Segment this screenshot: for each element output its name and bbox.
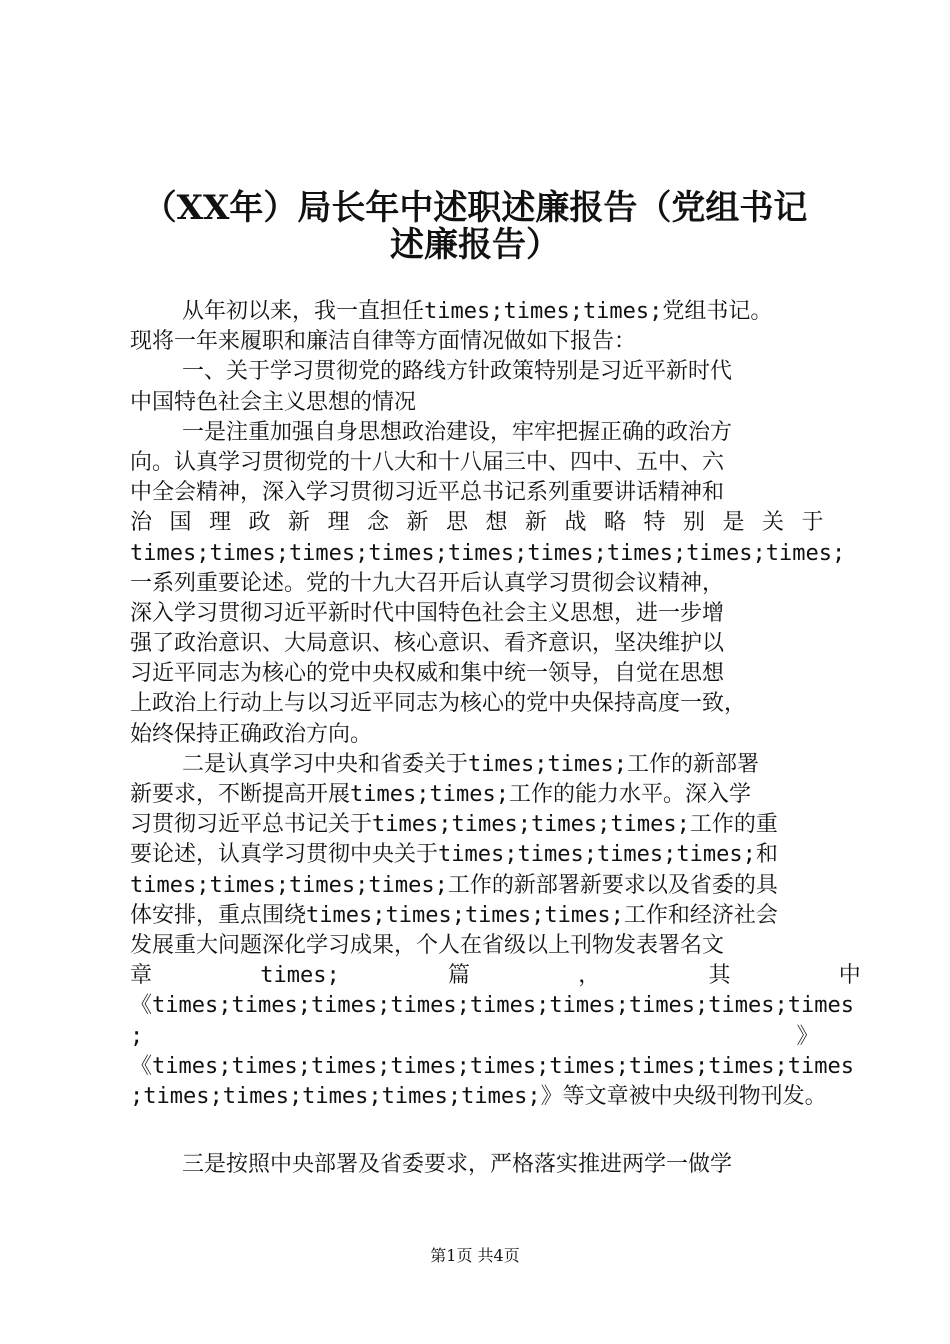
paragraph-line: 习贯彻习近平总书记关于times;times;times;times;工作的重	[130, 812, 778, 838]
paragraph-line: 发展重大问题深化学习成果，个人在省级以上刊物发表署名文	[130, 932, 725, 958]
paragraph-line: 深入学习贯彻习近平新时代中国特色社会主义思想，进一步增	[130, 600, 725, 626]
paragraph-line: 二是认真学习中央和省委关于times;times;工作的新部署	[182, 751, 759, 777]
paragraph-line: 章 times; 篇 ， 其 中	[130, 963, 861, 989]
paragraph-line: 三是按照中央部署及省委要求，严格落实推进两学一做学	[182, 1152, 733, 1177]
paragraph-line: 要论述，认真学习贯彻中央关于times;times;times;times;和	[130, 842, 778, 868]
paragraph-line: times;times;times;times;工作的新部署新要求以及省委的具	[130, 872, 778, 898]
paragraph-line: 新要求，不断提高开展times;times;工作的能力水平。深入学	[130, 782, 751, 807]
document-title-line-2: 述廉报告）	[390, 225, 560, 265]
document-body-continued	[130, 1150, 830, 1180]
paragraph-line: times;times;times;times;times;times;times;times;times;	[130, 540, 846, 566]
section-heading-line: 一、关于学习贯彻党的路线方针政策特别是习近平新时代	[182, 359, 733, 385]
document-body	[130, 297, 861, 1112]
paragraph-line: 向。认真学习贯彻党的十八大和十八届三中、四中、五中、六	[130, 449, 725, 475]
paragraph-line: 始终保持正确政治方向。	[130, 721, 373, 747]
paragraph-line: 一系列重要论述。党的十九大召开后认真学习贯彻会议精神，	[130, 570, 725, 596]
paragraph-line: 习近平同志为核心的党中央权威和集中统一领导，自觉在思想	[130, 661, 725, 687]
paragraph-line: 《times;times;times;times;times;times;times;times;times	[130, 1053, 854, 1079]
section-heading-line: 中国特色社会主义思想的情况	[130, 389, 417, 415]
paragraph-line: 中全会精神，深入学习贯彻习近平总书记系列重要讲话精神和	[130, 480, 725, 506]
paragraph-line: 从年初以来，我一直担任times;times;times;党组书记。	[182, 299, 773, 324]
paragraph-line: 《times;times;times;times;times;times;times;times;times	[130, 993, 854, 1019]
paragraph-line: 现将一年来履职和廉洁自律等方面情况做如下报告：	[130, 329, 637, 355]
paragraph-line: 强了政治意识、大局意识、核心意识、看齐意识，坚决维护以	[130, 631, 725, 657]
page-footer: 第1页 共4页	[430, 1246, 520, 1265]
paragraph-line: 上政治上行动上与以习近平同志为核心的党中央保持高度一致，	[130, 691, 747, 717]
paragraph-line: ; 》	[130, 1023, 819, 1049]
paragraph-line: ;times;times;times;times;times;》等文章被中央级刊物刊发。	[130, 1083, 827, 1109]
document-title-line-1: （XX年）局长年中述职述廉报告（党组书记	[142, 188, 808, 228]
paragraph-line: 一是注重加强自身思想政治建设，牢牢把握正确的政治方	[182, 419, 733, 445]
paragraph-line: 体安排，重点围绕times;times;times;times;工作和经济社会	[130, 902, 778, 928]
paragraph-line: 治国理政新理念新思想新战略特别是关于	[130, 510, 842, 536]
